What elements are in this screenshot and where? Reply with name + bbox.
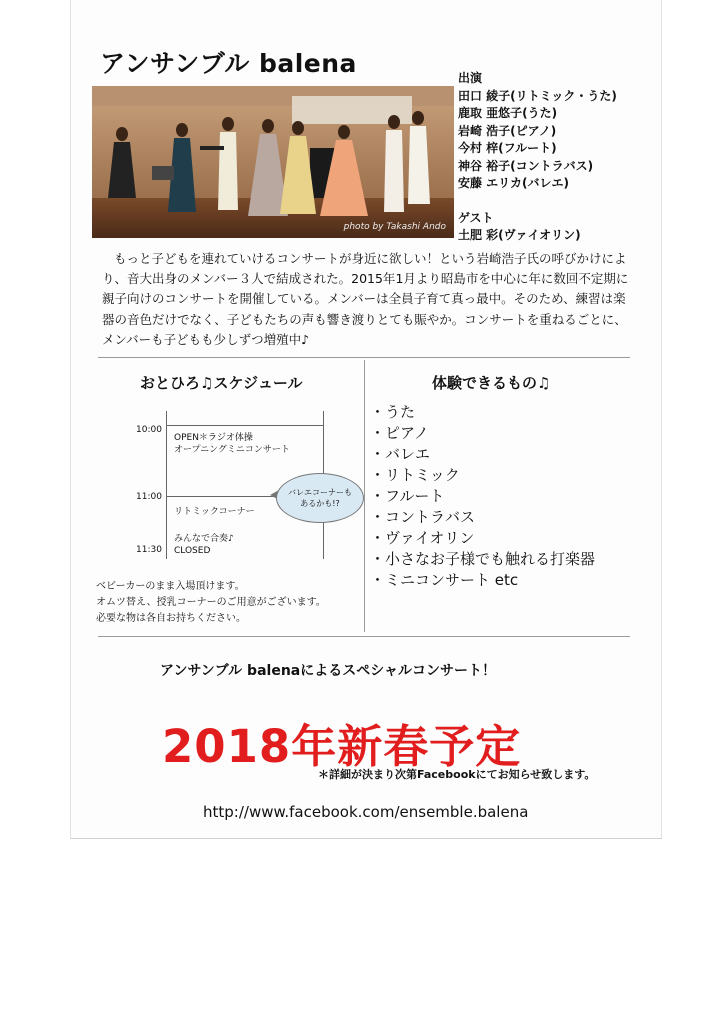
schedule-item: OPEN＊ラジオ体操 bbox=[174, 433, 253, 443]
schedule-item: リトミックコーナー bbox=[174, 507, 255, 517]
schedule-item: みんなで合奏♪ bbox=[174, 534, 234, 544]
cast-member: 今村 梓(フルート) bbox=[458, 141, 557, 155]
facebook-url: http://www.facebook.com/ensemble.balena bbox=[203, 803, 529, 821]
special-concert-heading: アンサンブル balenaによるスペシャルコンサート！ bbox=[160, 663, 496, 679]
experience-heading: 体験できるもの♫ bbox=[432, 374, 551, 392]
intro-paragraph: もっと子どもを連れていけるコンサートが身近に欲しい！という岩崎浩子氏の呼びかけにより、音大出身のメンバー３人で結成された。2015年1月より昭島市を中心に年に数回不定期に親子向けのコンサートを開催している。メンバーは全員子育て真っ最中。そのため、練習は楽器の音色だけでなく、子どもたちの声も響き渡りとても賑やか。コンサートを重ねるごとに、メンバーも子どもも少しずつ増殖中♪ bbox=[102, 251, 629, 347]
cast-member: 神谷 裕子(コントラバス) bbox=[458, 158, 594, 173]
experience-item: ・ミニコンサート etc bbox=[370, 571, 519, 589]
photo-credit: photo by Takashi Ando bbox=[343, 222, 446, 232]
timeline-1000-line bbox=[166, 425, 323, 426]
guest-heading: ゲスト bbox=[458, 210, 494, 225]
divider-top bbox=[98, 357, 630, 358]
divider-vertical bbox=[364, 360, 365, 632]
experience-item: ・小さなお子様でも触れる打楽器 bbox=[370, 550, 596, 568]
experience-item: ・バレエ bbox=[370, 445, 431, 463]
time-label: 10:00 bbox=[136, 425, 162, 435]
cast-heading: 出演 bbox=[458, 71, 483, 85]
flyer-title: アンサンブル balena bbox=[100, 49, 357, 78]
timeline-left-line bbox=[166, 411, 167, 559]
experience-item: ・ピアノ bbox=[370, 424, 429, 442]
bubble-line: バレエコーナーも bbox=[288, 488, 352, 497]
cast-member: 岩崎 浩子(ピアノ) bbox=[458, 123, 557, 138]
schedule-heading: おとひろ♫スケジュール bbox=[140, 374, 303, 392]
experience-item: ・リトミック bbox=[370, 466, 460, 484]
experience-item: ・うた bbox=[370, 403, 416, 421]
bubble-line: あるかも!? bbox=[300, 499, 340, 508]
cast-member: 田口 綾子(リトミック・うた) bbox=[458, 88, 617, 103]
time-label: 11:00 bbox=[136, 492, 162, 502]
concert-date-announcement: 2018年新春予定 bbox=[162, 720, 522, 773]
experience-item: ・ヴァイオリン bbox=[370, 529, 475, 547]
schedule-item: オープニングミニコンサート bbox=[174, 445, 290, 455]
cast-member: 安藤 エリカ(バレエ) bbox=[458, 176, 570, 190]
speech-bubble bbox=[276, 473, 364, 523]
schedule-item: CLOSED bbox=[174, 546, 211, 556]
experience-item: ・フルート bbox=[370, 487, 445, 505]
note-line: オムツ替え、授乳コーナーのご用意がございます。 bbox=[96, 597, 326, 608]
detail-note: ＊詳細が決まり次第Facebookにてお知らせ致します。 bbox=[318, 768, 596, 781]
time-label: 11:30 bbox=[136, 545, 162, 555]
experience-item: ・コントラバス bbox=[370, 508, 476, 526]
note-line: 必要な物は各自お持ちください。 bbox=[96, 613, 246, 624]
guest-member: 土肥 彩(ヴァイオリン) bbox=[458, 228, 581, 242]
ensemble-photo bbox=[92, 86, 454, 238]
note-line: ベビーカーのまま入場頂けます。 bbox=[96, 581, 245, 592]
cast-member: 鹿取 亜悠子(うた) bbox=[458, 106, 558, 120]
cast-list bbox=[458, 70, 617, 245]
experience-list bbox=[370, 402, 595, 591]
schedule-notes bbox=[96, 579, 326, 627]
divider-bottom bbox=[98, 636, 630, 637]
